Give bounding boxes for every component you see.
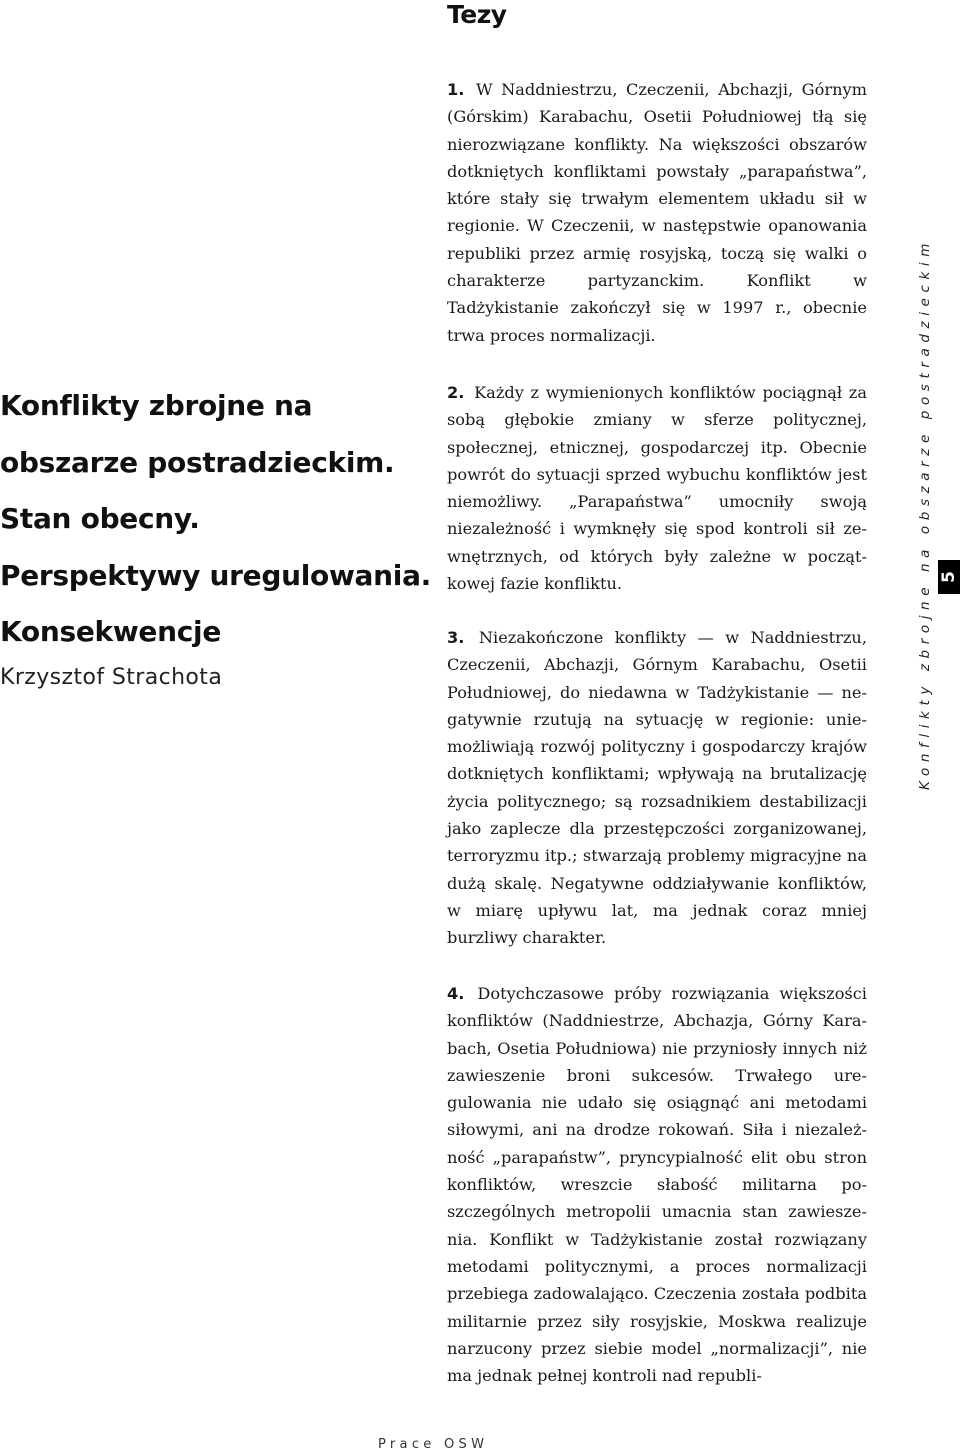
running-title xyxy=(917,237,933,790)
title-line: Stan obecny. xyxy=(0,502,200,535)
title-line: Konsekwencje xyxy=(0,615,222,648)
title-line: obszarze postradzieckim. xyxy=(0,445,395,479)
thesis-text: Każdy z wymienionych konfliktów pociągnął za sobą głębokie zmiany w sferze politycznej, społecznej, etnicznej, gospodarczej itp. Obecnie powrót do sytuacji sprzed wybuchu konfliktów jest niemożliwy. „Parapaństwa” umocniły swoją niezależność i wymknęły się spod kontroli sił zewnętrznych, od których były zależne w początkowej fazie konfliktu. xyxy=(447,383,867,594)
author-name: Krzysztof Strachota xyxy=(0,664,223,690)
document-title-block xyxy=(0,378,432,693)
thesis-text: Dotychczasowe próby rozwiązania większości konfliktów (Naddniestrze, Abchazja, Górny Karabach, Osetia Południowa) nie przyniosły innych niż zawieszenie broni sukcesów. Trwałego uregulowania nie udało się osiągnąć ani metodami siłowymi, ani na drodze rokowań. Siła i niezależność „parapaństw”, pryncypialność elit obu stron konfliktów, wreszcie słabość militarna poszczególnych metropolii umacnia stan zawieszenia. Konflikt w Tadżykistanie został rozwiązany metodami politycznymi, a proces normalizacji przebiega zadowalająco. Czeczenia została podbita militarnie przez siły rosyjskie, Moskwa realizuje narzucony przez siebie model „normalizacji”, nie ma jednak pełnej kontroli nad republi- xyxy=(447,984,867,1386)
running-title-text: Konflikty zbrojne na obszarze postradzieckim xyxy=(917,237,933,790)
thesis-number: 4. xyxy=(447,984,465,1003)
thesis-text: W Naddniestrzu, Czeczenii, Abchazji, Górnym (Górskim) Karabachu, Osetii Południowej tłą się nierozwiązane konflikty. Na większości obszarów dotkniętych konfliktami powstały „parapaństwa”, które stały się trwałym elementem układu sił w regionie. W Czeczenii, w następstwie opanowania republiki przez armię rosyjską, toczą się walki o charakterze partyzanckim. Konflikt w Tadżykistanie zakończył się w 1997 r., obecnie trwa proces normalizacji. xyxy=(447,80,867,345)
theses-list xyxy=(447,76,867,1386)
title-line: Perspektywy uregulowania. xyxy=(0,558,432,592)
section-title: Tezy xyxy=(447,0,507,29)
thesis-number: 1. xyxy=(447,80,465,99)
footer-publisher: Prace OSW xyxy=(378,1437,489,1452)
page-number: 5 xyxy=(939,571,959,583)
thesis-item xyxy=(447,980,867,1389)
thesis-item xyxy=(447,624,867,952)
page-number-tab xyxy=(938,560,960,594)
thesis-number: 2. xyxy=(447,383,465,402)
thesis-item xyxy=(447,76,867,349)
title-line: Konflikty zbrojne na xyxy=(0,389,313,422)
document-title xyxy=(0,378,432,661)
thesis-text: Niezakończone konflikty — w Naddniestrzu, Czeczenii, Abchazji, Górnym Karabachu, Osetii Południowej, do niedawna w Tadżykistanie — negatywnie rzutują na sytuację w regionie: uniemożliwiają rozwój polityczny i gospodarczy krajów dotkniętych konfliktami; wpływają na brutalizację życia politycznego; są rozsadnikiem destabilizacji jako zaplecze dla przestępczości zorganizowanej, terroryzmu itp.; stwarzają problemy migracyjne na dużą skalę. Negatywne oddziaływanie konfliktów, w miarę upływu lat, ma jednak coraz mniej burzliwy charakter. xyxy=(447,628,867,948)
thesis-item xyxy=(447,379,867,597)
thesis-number: 3. xyxy=(447,628,465,647)
